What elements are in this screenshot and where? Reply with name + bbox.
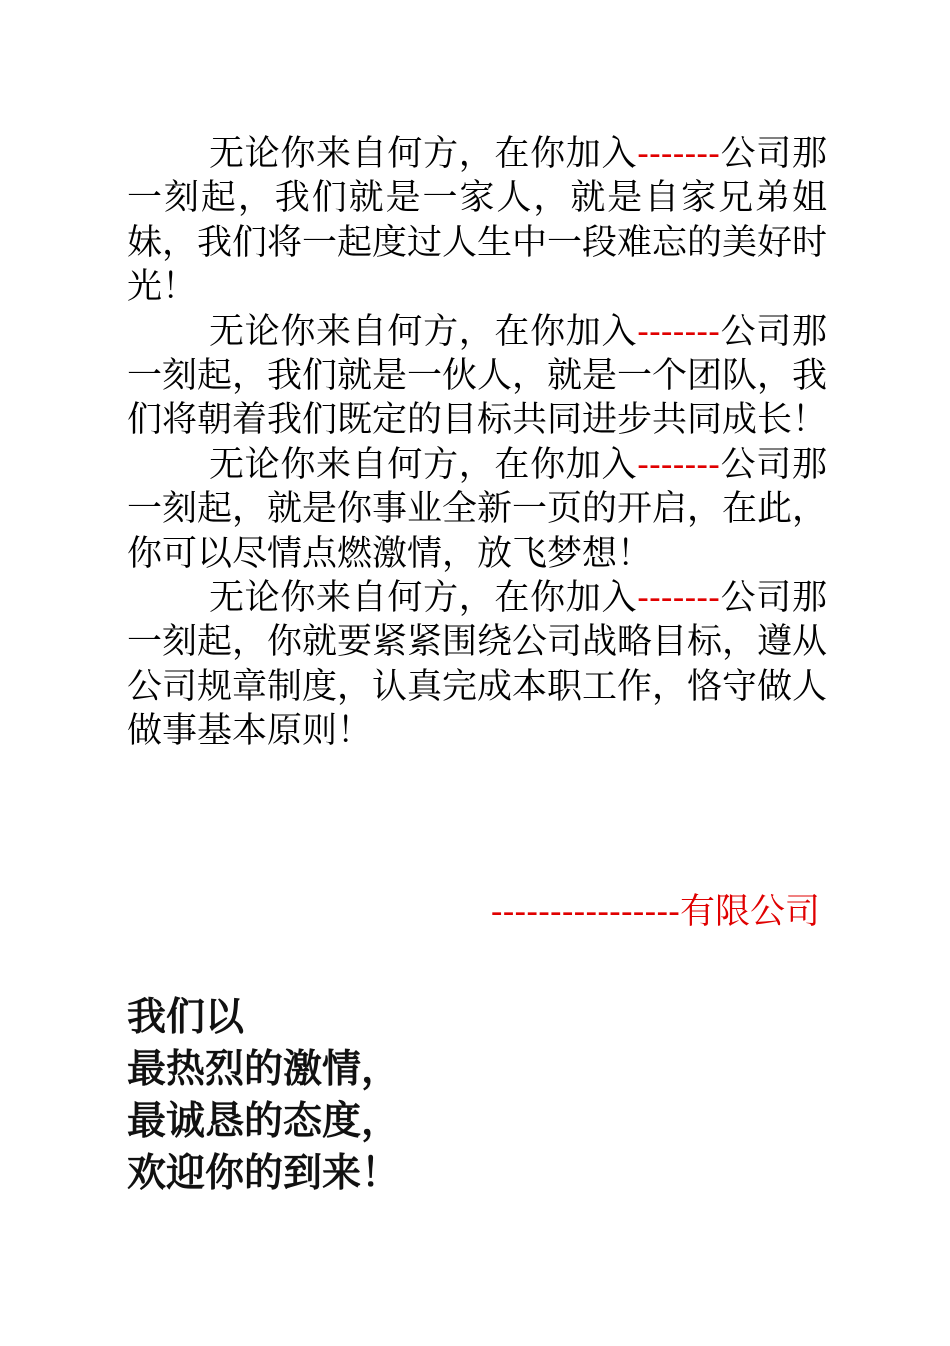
- welcome-line-4: 欢迎你的到来！: [127, 1151, 401, 1196]
- paragraph-rest: 公司那一刻起，我们就是一伙人，就是一个团队，我们将朝着我们既定的目标共同进步共同成长！: [127, 311, 828, 441]
- paragraph-lead: 无论你来自何方，在你加入: [209, 578, 638, 619]
- welcome-line-3: 最诚恳的态度，: [127, 1099, 401, 1144]
- company-name-placeholder: -------: [637, 578, 720, 619]
- welcome-slogan: [127, 992, 827, 1200]
- paragraph-lead: 无论你来自何方，在你加入: [209, 444, 638, 485]
- welcome-letter-body: [127, 132, 827, 754]
- paragraph-rest: 公司那一刻起，你就要紧紧围绕公司战略目标，遵从公司规章制度，认真完成本职工作，恪守做人做事基本原则！: [127, 578, 828, 752]
- welcome-line-2: 最热烈的激情，: [127, 1047, 401, 1092]
- paragraph-lead: 无论你来自何方，在你加入: [209, 134, 638, 174]
- paragraph-1: [127, 132, 827, 310]
- paragraph-2: [127, 310, 827, 443]
- paragraph-rest: 公司那一刻起，就是你事业全新一页的开启，在此，你可以尽情点燃激情，放飞梦想！: [127, 444, 828, 574]
- paragraph-lead: 无论你来自何方，在你加入: [209, 311, 638, 352]
- company-name-placeholder: -------: [637, 311, 720, 352]
- company-signature: ----------------有限公司: [490, 892, 820, 932]
- paragraph-4: [127, 576, 827, 754]
- company-name-placeholder: -------: [637, 444, 720, 485]
- paragraph-rest: 公司那一刻起，我们就是一家人，就是自家兄弟姐妹，我们将一起度过人生中一段难忘的美好时光！: [127, 134, 828, 308]
- company-name-placeholder: -------: [637, 134, 720, 174]
- paragraph-3: [127, 443, 827, 576]
- welcome-line-1: 我们以: [127, 995, 245, 1040]
